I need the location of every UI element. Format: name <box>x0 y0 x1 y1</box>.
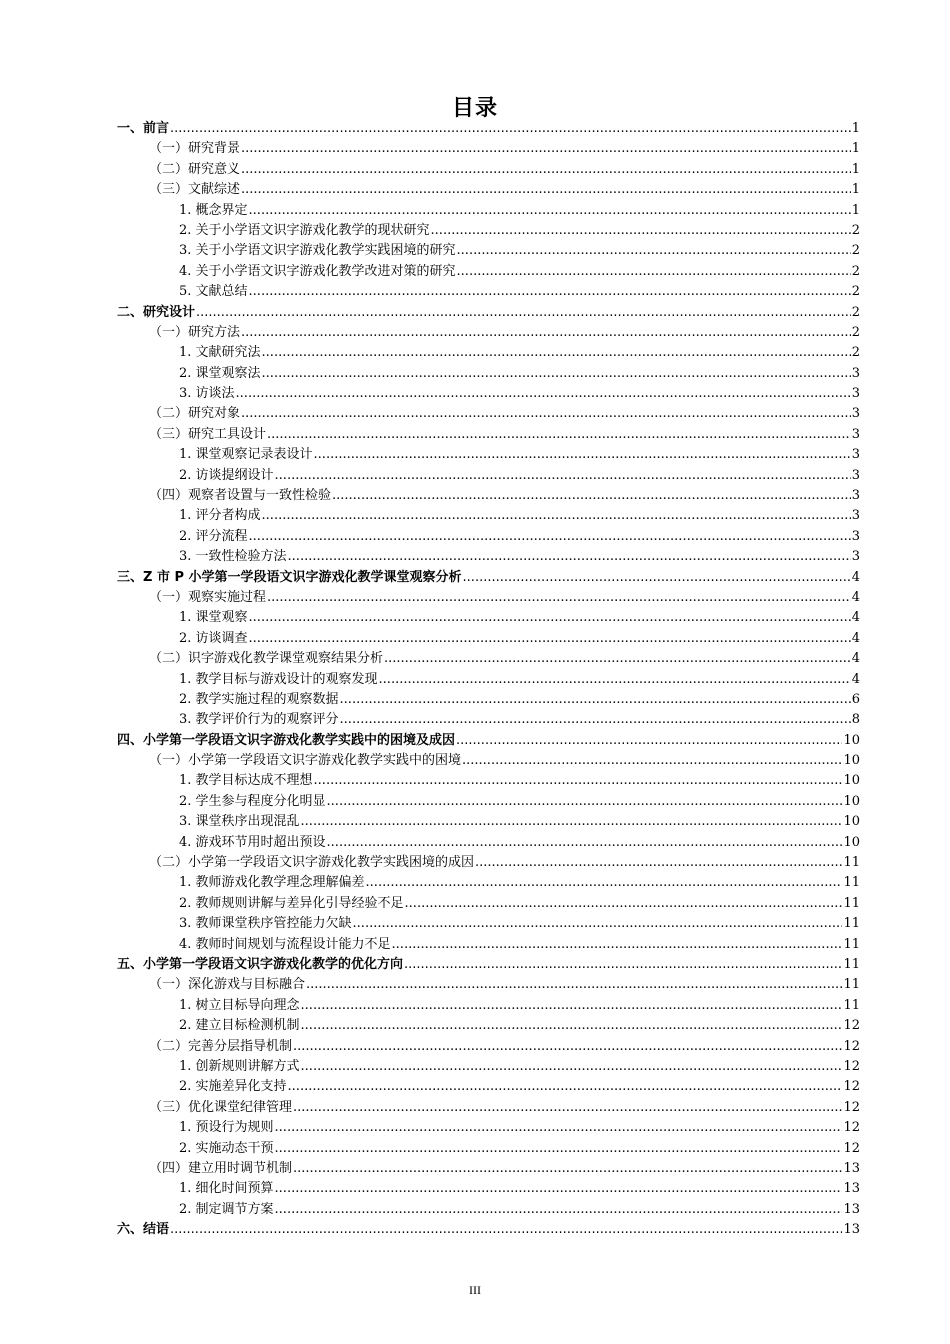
toc-entry[interactable] <box>117 1077 860 1097</box>
toc-leader-dots <box>353 914 843 934</box>
toc-entry[interactable] <box>117 1159 860 1179</box>
toc-entry[interactable] <box>117 404 860 424</box>
toc-leader-dots <box>327 833 843 853</box>
toc-entry-page: 4 <box>851 589 860 605</box>
toc-entry[interactable] <box>117 364 860 384</box>
toc-entry-title: 二、研究设计 <box>117 304 196 320</box>
toc-leader-dots <box>275 1139 843 1159</box>
toc-entry[interactable] <box>117 1098 860 1118</box>
toc-entry-page: 2 <box>851 243 860 259</box>
toc-entry-title: 2. 访谈提纲设计 <box>179 467 274 483</box>
toc-entry-title: 1. 概念界定 <box>179 202 248 218</box>
toc-entry[interactable] <box>117 466 860 486</box>
toc-leader-dots <box>249 629 851 649</box>
toc-entry-title: 1. 预设行为规则 <box>179 1120 274 1136</box>
toc-entry-page: 11 <box>843 916 860 932</box>
toc-entry-title: 2. 实施动态干预 <box>179 1140 274 1156</box>
toc-entry-page: 1 <box>851 202 860 218</box>
toc-entry-page: 1 <box>851 182 860 198</box>
toc-entry[interactable] <box>117 1057 860 1077</box>
toc-entry-title: 2. 评分流程 <box>179 528 248 544</box>
toc-entry-page: 11 <box>843 895 860 911</box>
toc-entry-title: （一）研究方法 <box>149 324 241 340</box>
toc-leader-dots <box>379 670 851 690</box>
toc-entry-title: （二）识字游戏化教学课堂观察结果分析 <box>149 651 384 667</box>
toc-leader-dots <box>366 873 843 893</box>
toc-entry-title: 1. 创新规则讲解方式 <box>179 1058 300 1074</box>
toc-entry-title: 五、小学第一学段语文识字游戏化教学的优化方向 <box>117 957 404 972</box>
toc-entry-page: 12 <box>843 1038 860 1054</box>
toc-entry-title: （三）研究工具设计 <box>149 426 267 442</box>
toc-entry-title: 2. 关于小学语文识字游戏化教学的现状研究 <box>179 222 430 238</box>
toc-leader-dots <box>457 241 851 261</box>
toc-entry-title: 2. 课堂观察法 <box>179 365 261 381</box>
toc-entry[interactable] <box>117 1037 860 1057</box>
toc-leader-dots <box>267 425 851 445</box>
toc-entry-page: 12 <box>843 1018 860 1034</box>
toc-leader-dots <box>249 201 851 221</box>
toc-entry[interactable] <box>117 323 860 343</box>
toc-leader-dots <box>405 894 843 914</box>
toc-entry-page: 1 <box>851 141 860 157</box>
toc-entry[interactable] <box>117 568 860 588</box>
toc-entry[interactable] <box>117 649 860 669</box>
toc-entry-page: 10 <box>843 793 860 809</box>
toc-entry-page: 4 <box>851 610 860 626</box>
toc-entry[interactable] <box>117 139 860 159</box>
toc-entry[interactable] <box>117 894 860 914</box>
toc-entry[interactable] <box>117 914 860 934</box>
toc-entry-page: 11 <box>843 977 860 993</box>
toc-entry-title: 2. 制定调节方案 <box>179 1201 274 1217</box>
toc-leader-dots <box>275 1179 843 1199</box>
toc-entry-page: 1 <box>851 120 860 136</box>
toc-leader-dots <box>404 955 842 975</box>
toc-leader-dots <box>332 486 851 506</box>
toc-leader-dots <box>457 262 851 282</box>
toc-entry-page: 10 <box>843 834 860 850</box>
toc-entry[interactable] <box>117 445 860 465</box>
toc-leader-dots <box>288 547 851 567</box>
toc-entry-title: （一）研究背景 <box>149 141 241 157</box>
toc-entry-page: 13 <box>843 1201 860 1217</box>
toc-title: 目录 <box>451 96 498 121</box>
toc-entry-page: 2 <box>851 304 860 320</box>
toc-entry-page: 4 <box>851 671 860 687</box>
toc-entry-page: 10 <box>843 814 860 830</box>
toc-entry[interactable] <box>117 670 860 690</box>
toc-entry-title: 3. 访谈法 <box>179 386 235 402</box>
toc-entry-title: 三、Z 市 P 小学第一学段语文识字游戏化教学课堂观察分析 <box>117 569 462 585</box>
toc-leader-dots <box>301 1016 843 1036</box>
toc-entry-page: 13 <box>843 1222 860 1238</box>
toc-entry-title: 3. 教学评价行为的观察评分 <box>179 712 339 728</box>
toc-leader-dots <box>262 364 851 384</box>
toc-entry-page: 4 <box>851 651 860 667</box>
toc-entry-page: 3 <box>851 549 860 565</box>
toc-entry-page: 4 <box>851 569 860 585</box>
toc-entry-page: 2 <box>851 324 860 340</box>
toc-entry[interactable] <box>117 833 860 853</box>
toc-entry-title: 3. 关于小学语文识字游戏化教学实践困境的研究 <box>179 243 456 259</box>
toc-entry-title: （二）研究意义 <box>149 161 241 177</box>
toc-leader-dots <box>462 751 842 771</box>
toc-leader-dots <box>262 506 851 526</box>
toc-entry-title: （一）小学第一学段语文识字游戏化教学实践中的困境 <box>149 753 462 769</box>
toc-entry-title: 1. 树立目标导向理念 <box>179 997 300 1013</box>
toc-leader-dots <box>463 568 851 588</box>
toc-entry-title: 5. 文献总结 <box>179 284 248 300</box>
toc-leader-dots <box>241 180 851 200</box>
toc-leader-dots <box>241 160 851 180</box>
toc-entry-page: 11 <box>843 875 860 891</box>
toc-entry-page: 11 <box>843 855 860 871</box>
toc-leader-dots <box>249 527 851 547</box>
toc-entry-page: 6 <box>851 691 860 707</box>
toc-entry-page: 3 <box>851 528 860 544</box>
toc-entry-page: 10 <box>843 753 860 769</box>
toc-leader-dots <box>236 384 851 404</box>
toc-leader-dots <box>249 608 851 628</box>
toc-leader-dots <box>275 466 851 486</box>
toc-entry-title: 1. 教师游戏化教学理念理解偏差 <box>179 875 365 891</box>
toc-entry-title: （三）文献综述 <box>149 182 241 198</box>
toc-entry-page: 2 <box>851 222 860 238</box>
toc-entry-title: 1. 细化时间预算 <box>179 1181 274 1197</box>
toc-leader-dots <box>456 731 842 751</box>
toc-entry[interactable] <box>117 119 860 139</box>
toc-entry[interactable] <box>117 1179 860 1199</box>
toc-leader-dots <box>170 119 851 139</box>
toc-leader-dots <box>288 1077 843 1097</box>
toc-leader-dots <box>293 1098 842 1118</box>
toc-leader-dots <box>392 935 843 955</box>
toc-entry[interactable] <box>117 1139 860 1159</box>
toc-entry-page: 3 <box>851 508 860 524</box>
toc-entry-title: 2. 教学实施过程的观察数据 <box>179 691 339 707</box>
toc-entry-page: 2 <box>851 263 860 279</box>
toc-entry-title: （一）观察实施过程 <box>149 589 267 605</box>
toc-entry-page: 13 <box>843 1160 860 1176</box>
toc-leader-dots <box>293 1159 842 1179</box>
toc-entry-title: 3. 一致性检验方法 <box>179 549 287 565</box>
toc-entry[interactable] <box>117 955 860 975</box>
toc-entry-page: 3 <box>851 386 860 402</box>
toc-entry[interactable] <box>117 588 860 608</box>
toc-entry[interactable] <box>117 812 860 832</box>
toc-entry[interactable] <box>117 690 860 710</box>
toc-entry-title: （二）研究对象 <box>149 406 241 422</box>
toc-entry-title: 4. 教师时间规划与流程设计能力不足 <box>179 936 391 952</box>
toc-entry[interactable] <box>117 751 860 771</box>
toc-entry-title: （二）完善分层指导机制 <box>149 1038 293 1054</box>
toc-entry-title: 4. 关于小学语文识字游戏化教学改进对策的研究 <box>179 263 456 279</box>
toc-entry[interactable] <box>117 1118 860 1138</box>
toc-leader-dots <box>327 792 843 812</box>
toc-entry-title: 1. 评分者构成 <box>179 508 261 524</box>
toc-entry[interactable] <box>117 262 860 282</box>
toc-leader-dots <box>314 772 843 792</box>
toc-entry-title: 3. 教师课堂秩序管控能力欠缺 <box>179 916 352 932</box>
toc-entry-title: （三）优化课堂纪律管理 <box>149 1099 293 1115</box>
toc-entry-page: 3 <box>851 426 860 442</box>
toc-entry-title: 六、结语 <box>117 1222 170 1238</box>
toc-entry[interactable] <box>117 996 860 1016</box>
toc-leader-dots <box>196 303 851 323</box>
toc-entry-page: 12 <box>843 1079 860 1095</box>
toc-entry[interactable] <box>117 343 860 363</box>
toc-entry-page: 4 <box>851 630 860 646</box>
toc-entry-title: （一）深化游戏与目标融合 <box>149 977 306 993</box>
toc-leader-dots <box>301 812 843 832</box>
toc-leader-dots <box>241 404 851 424</box>
toc-entry-title: （四）建立用时调节机制 <box>149 1160 293 1176</box>
toc-leader-dots <box>340 710 851 730</box>
toc-leader-dots <box>306 975 842 995</box>
toc-leader-dots <box>170 1220 842 1240</box>
toc-entry-title: （四）观察者设置与一致性检验 <box>149 488 332 504</box>
toc-entry-title: 4. 游戏环节用时超出预设 <box>179 834 326 850</box>
toc-entry[interactable] <box>117 241 860 261</box>
toc-entry-title: （二）小学第一学段语文识字游戏化教学实践困境的成因 <box>149 855 475 871</box>
toc-entry[interactable] <box>117 731 860 751</box>
toc-entry[interactable] <box>117 935 860 955</box>
toc-entry[interactable] <box>117 180 860 200</box>
toc-entry-page: 11 <box>843 997 860 1013</box>
toc-leader-dots <box>301 996 843 1016</box>
toc-entry-page: 12 <box>843 1140 860 1156</box>
toc-leader-dots <box>314 445 851 465</box>
toc-leader-dots <box>475 853 842 873</box>
toc-entry-title: 2. 教师规则讲解与差异化引导经验不足 <box>179 895 404 911</box>
toc-entry-title: 四、小学第一学段语文识字游戏化教学实践中的困境及成因 <box>117 732 456 748</box>
toc-entry[interactable] <box>117 425 860 445</box>
toc-entry-page: 10 <box>843 773 860 789</box>
toc-entry[interactable] <box>117 547 860 567</box>
toc-entry[interactable] <box>117 486 860 506</box>
toc-entry[interactable] <box>117 710 860 730</box>
toc-entry-title: 1. 教学目标与游戏设计的观察发现 <box>179 671 378 687</box>
toc-entry-page: 8 <box>851 712 860 728</box>
toc-entry-title: 一、前言 <box>117 120 170 136</box>
toc-leader-dots <box>384 649 851 669</box>
toc-entry[interactable] <box>117 1200 860 1220</box>
toc-entry-page: 12 <box>843 1120 860 1136</box>
toc-leader-dots <box>293 1037 842 1057</box>
toc-leader-dots <box>241 323 851 343</box>
toc-leader-dots <box>275 1200 843 1220</box>
table-of-contents <box>117 119 860 1240</box>
toc-leader-dots <box>275 1118 843 1138</box>
toc-leader-dots <box>262 343 851 363</box>
toc-entry-title: 1. 文献研究法 <box>179 345 261 361</box>
toc-entry-page: 2 <box>851 345 860 361</box>
toc-entry-title: 1. 课堂观察 <box>179 610 248 626</box>
toc-entry-page: 11 <box>843 936 860 952</box>
toc-entry-page: 2 <box>851 284 860 300</box>
toc-entry[interactable] <box>117 772 860 792</box>
toc-entry[interactable] <box>117 506 860 526</box>
toc-entry[interactable] <box>117 608 860 628</box>
toc-entry-page: 10 <box>843 732 860 748</box>
toc-entry[interactable] <box>117 221 860 241</box>
toc-entry-page: 1 <box>851 161 860 177</box>
toc-entry-page: 3 <box>851 365 860 381</box>
toc-leader-dots <box>431 221 851 241</box>
toc-entry[interactable] <box>117 975 860 995</box>
toc-entry-page: 3 <box>851 447 860 463</box>
toc-entry[interactable] <box>117 303 860 323</box>
toc-entry-title: 3. 课堂秩序出现混乱 <box>179 814 300 830</box>
toc-entry[interactable] <box>117 201 860 221</box>
page-number: III <box>469 1283 481 1297</box>
toc-entry-title: 1. 课堂观察记录表设计 <box>179 447 313 463</box>
toc-entry[interactable] <box>117 160 860 180</box>
toc-entry[interactable] <box>117 384 860 404</box>
toc-entry-title: 1. 教学目标达成不理想 <box>179 773 313 789</box>
toc-leader-dots <box>301 1057 843 1077</box>
toc-entry-page: 3 <box>851 467 860 483</box>
toc-entry-title: 2. 访谈调查 <box>179 630 248 646</box>
toc-entry[interactable] <box>117 792 860 812</box>
toc-entry[interactable] <box>117 527 860 547</box>
toc-entry-page: 11 <box>843 957 860 972</box>
toc-entry[interactable] <box>117 629 860 649</box>
toc-entry-page: 3 <box>851 406 860 422</box>
toc-entry-page: 12 <box>843 1099 860 1115</box>
toc-entry-title: 2. 学生参与程度分化明显 <box>179 793 326 809</box>
toc-entry[interactable] <box>117 1220 860 1240</box>
toc-entry-title: 2. 实施差异化支持 <box>179 1079 287 1095</box>
toc-entry[interactable] <box>117 1016 860 1036</box>
toc-entry[interactable] <box>117 853 860 873</box>
toc-leader-dots <box>267 588 851 608</box>
toc-leader-dots <box>249 282 851 302</box>
toc-entry-page: 12 <box>843 1058 860 1074</box>
toc-entry-page: 3 <box>851 488 860 504</box>
toc-entry[interactable] <box>117 282 860 302</box>
toc-entry-title: 2. 建立目标检测机制 <box>179 1018 300 1034</box>
toc-leader-dots <box>340 690 851 710</box>
toc-entry-page: 13 <box>843 1181 860 1197</box>
toc-entry[interactable] <box>117 873 860 893</box>
toc-leader-dots <box>241 139 851 159</box>
